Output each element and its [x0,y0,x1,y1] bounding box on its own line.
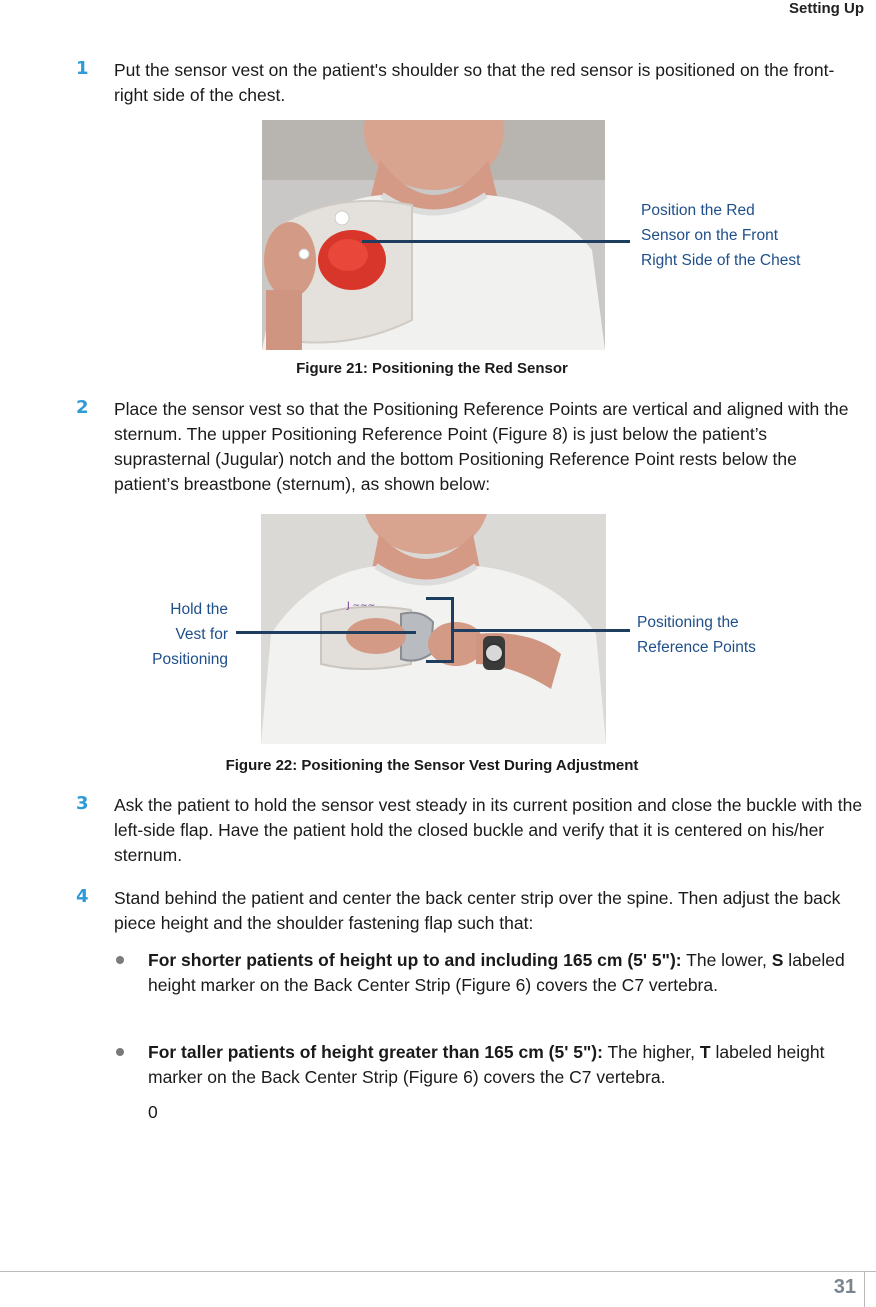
figure22-right-callout-line-1: Positioning the [637,614,739,631]
bullet-1-post: labeled height marker on the Back Center Strip (Figure 6) covers the C7 vertebra. [148,950,845,995]
figure22-left-callout-line-2: Vest for [175,626,228,643]
figure22-right-callout-line-2: Reference Points [637,639,756,656]
step-number-3: 3 [76,793,89,814]
figure22-left-callout [110,597,228,672]
bullet-dot-1 [116,956,124,964]
bullet-1-pre: The lower, [681,950,772,970]
figure22-left-callout-line [236,631,416,634]
bullet-1-letter: S [771,950,784,970]
bullet-2-bold: For taller patients of height greater than 165 cm (5' 5"): [148,1042,603,1062]
figure22-right-callout-line [454,629,630,632]
step-text-2: Place the sensor vest so that the Positioning Reference Points are vertical and aligned with the sternum. The upper Positioning Reference Point (Figure 8) is just below the patient’s suprasternal (Jugular) notch and the bottom Positioning Reference Point rests below the patient’s breastbone (sternum), as shown below: [114,399,849,494]
figure21-photo [262,120,605,350]
bullet-1-bold: For shorter patients of height up to and including 165 cm (5' 5"): [148,950,682,970]
footer-divider [0,1271,876,1272]
page-number: 31 [833,1276,856,1298]
step-number-2: 2 [76,397,89,418]
figure22-left-callout-line-1: Hold the [170,601,228,618]
trailing-text: 0 [148,1102,158,1122]
footer-divider-tick [864,1271,865,1307]
figure22-left-callout-line-3: Positioning [152,651,228,668]
figure21-illustration [262,120,605,350]
step-text-4: Stand behind the patient and center the back center strip over the spine. Then adjust the back piece height and the shoulder fastening flap such that: [114,888,841,933]
step-number-4: 4 [76,886,89,907]
step-number-1: 1 [76,58,89,79]
step-text-3: Ask the patient to hold the sensor vest steady in its current position and close the buckle with the left-side flap. Have the patient hold the closed buckle and verify that it is centered on his/her sternum. [114,795,863,865]
figure21-callout [641,198,800,273]
figure22-right-callout [637,610,756,660]
bullet-item-2 [148,1040,868,1090]
bullet-2-pre: The higher, [602,1042,700,1062]
figure21-callout-line-2: Sensor on the Front [641,227,778,244]
figure21-callout-line-1: Position the Red [641,202,755,219]
bullet-dot-2 [116,1048,124,1056]
figure21-callout-line [362,240,630,243]
step-text-1: Put the sensor vest on the patient's shoulder so that the red sensor is positioned on the front-right side of the chest. [114,60,835,105]
figure22-bracket-top [426,597,452,600]
bullet-item-1 [148,948,868,998]
figure22-bracket-bottom [426,660,452,663]
svg-text:J ~~~: J ~~~ [347,601,376,611]
figure22-caption: Figure 22: Positioning the Sensor Vest During Adjustment [225,757,639,774]
bullet-2-post: labeled height marker on the Back Center Strip (Figure 6) covers the C7 vertebra. [148,1042,825,1087]
figure21-caption: Figure 21: Positioning the Red Sensor [296,360,568,377]
section-header: Setting Up [789,0,864,17]
figure21-callout-line-3: Right Side of the Chest [641,252,801,269]
bullet-2-letter: T [699,1042,711,1062]
